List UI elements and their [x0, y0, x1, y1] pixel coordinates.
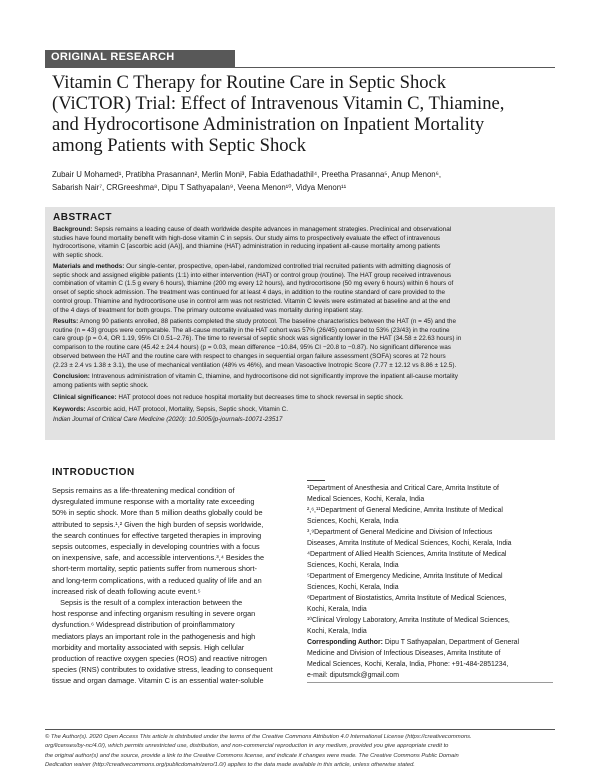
affiliation-line: ¹⁰Clinical Virology Laboratory, Amrita Institute of Medical Sciences, — [307, 617, 510, 624]
intro-line: morbidity and mortality associated with sepsis. High cellular — [52, 642, 245, 652]
intro-line: Sepsis remains as a life-threatening medical condition of — [52, 486, 235, 495]
affiliation-line: Medical Sciences, Kochi, Kerala, India — [307, 496, 425, 503]
affiliation-line: Diseases, Amrita Institute of Medical Sciences, Kochi, Kerala, India — [307, 540, 512, 547]
license-line: org/licenses/by-nc/4.0/), which permits unrestricted use, distribution, and non-commercial reproduction in any medium, provided you give appropriate credit to — [45, 743, 449, 750]
abstract-line: with septic shock. — [53, 252, 104, 260]
license-line: © The Author(s). 2020 Open Access This article is distributed under the terms of the Creative Commons Attribution 4.0 International License (https://creativecommons. — [45, 734, 472, 740]
section-label-band — [45, 50, 235, 67]
affiliation-line: Sciences, Kochi, Kerala, India — [307, 584, 399, 591]
license-line: the original author(s) and the source, provide a link to the Creative Commons license, and indicate if changes were made. The Creative Commons Public Domain — [45, 752, 459, 759]
corresponding-line: Medical Sciences, Kochi, Kerala, India, Phone: +91-484-2851234, — [307, 661, 509, 668]
abstract-text: Our single-center, prospective, open-label, randomized controlled trial recruited patients with admitting diagnosis of — [124, 263, 451, 270]
author-line: Sabarish Nair⁷, CRGreeshma⁸, Dipu T Sathyapalan⁹, Veena Menon¹⁰, Vidya Menon¹¹ — [52, 182, 347, 192]
abstract-conclusion — [53, 373, 553, 390]
citation-line: Indian Journal of Critical Care Medicine (2020): 10.5005/jp-journals-10071-23517 — [53, 416, 283, 423]
abstract-label: Clinical significance: — [53, 394, 117, 401]
license-footer — [45, 733, 557, 771]
abstract-line: routine (n = 43) groups were comparable. The all-cause mortality in the HAT cohort was 57% (26/45) compared to 53% (23/43) in the routine — [53, 326, 450, 334]
intro-line: sepsis outcomes, especially in developing countries with a focus — [52, 542, 260, 552]
corresponding-line — [307, 637, 553, 648]
affiliations-rule — [307, 480, 325, 481]
abstract-clinical-significance — [53, 394, 553, 403]
intro-line: increased risk of death following acute event.⁵ — [52, 586, 201, 596]
author-line: Zubair U Mohamed¹, Pratibha Prasannan², Merlin Moni³, Fabia Edathadathil⁴, Preetha Prasanna⁵, Anup Menon⁶, — [52, 170, 442, 179]
intro-line: the search continues for effective targeted therapies in improving — [52, 530, 262, 540]
abstract-line — [53, 406, 553, 415]
affiliation-line: ⁸Department of Biostatistics, Amrita Institute of Medical Sciences, — [307, 595, 507, 602]
affiliation-line: ⁴Department of Allied Health Sciences, Amrita Institute of Medical — [307, 551, 507, 558]
introduction-body — [52, 485, 292, 687]
intro-line: 50% in septic shock. More than 5 million deaths globally could be — [52, 508, 263, 518]
intro-line: tissue and organ damage. Vitamin C is an essential water-soluble — [52, 676, 264, 686]
abstract-line: combination of vitamin C (1.5 g every 6 hours), thiamine (200 mg every 12 hours), and hydrocortisone (50 mg every 6 hours) within 6 hours of — [53, 280, 454, 288]
abstract-line: comparison to the routine care (45.42 ± 24.4 hours) (p = 0.03, mean difference −10.84, 95% CI −20.8 to −0.87). No significant difference was — [53, 344, 451, 352]
intro-line: production of reactive oxygen species (ROS) and reactive nitrogen — [52, 654, 267, 664]
abstract-label: Materials and methods: — [53, 263, 125, 270]
affiliation-line: ³,⁹Department of General Medicine and Division of Infectious — [307, 529, 493, 536]
intro-line: dysfunction.⁶ Widespread distribution of proinflammatory — [52, 620, 235, 630]
affiliation-line: ¹Department of Anesthesia and Critical Care, Amrita Institute of — [307, 485, 499, 492]
abstract-results — [53, 318, 553, 370]
abstract-methods — [53, 263, 553, 315]
abstract-label: Results: — [53, 318, 79, 325]
abstract-line: onset of septic shock admission. The treatment was continued for at least 4 days, in addition to the routine standard of care provided to the — [53, 289, 446, 297]
affiliation-line: Sciences, Kochi, Kerala, India — [307, 518, 399, 525]
header-rule — [45, 67, 555, 68]
affiliation-line: Kochi, Kerala, India — [307, 628, 367, 635]
abstract-text: Among 90 patients enrolled, 88 patients completed the study protocol. The baseline characteristics between the HAT (n = 45) and the — [78, 318, 457, 325]
affiliation-line: Sciences, Kochi, Kerala, India — [307, 562, 399, 569]
author-list — [52, 169, 558, 194]
title-line: among Patients with Septic Shock — [52, 135, 307, 156]
abstract-label: Background: — [53, 226, 93, 233]
title-line: and Hydrocortisone Administration on Inpatient Mortality — [52, 114, 485, 135]
affiliation-line: Kochi, Kerala, India — [307, 606, 367, 613]
abstract-text: Sepsis remains a leading cause of death worldwide despite advances in management strategies. Preclinical and observational — [92, 226, 452, 233]
abstract-label: Keywords: — [53, 406, 86, 413]
title-line: (ViCTOR) Trial: Effect of Intravenous Vitamin C, Thiamine, — [52, 93, 505, 114]
corresponding-line: e-mail: diputsmck@gmail.com — [307, 672, 400, 679]
affiliation-line: ⁵Department of Emergency Medicine, Amrita Institute of Medical — [307, 573, 503, 580]
journal-citation — [53, 416, 553, 425]
abstract-text: HAT protocol does not reduce hospital mortality but decreases time to shock reversal in septic shock. — [116, 394, 404, 401]
intro-line: and long-term complications, with a reduced quality of life and an — [52, 575, 262, 585]
affiliations-bottom-rule — [307, 682, 553, 683]
corresponding-text: Dipu T Sathyapalan, Department of General — [382, 639, 520, 646]
abstract-line — [53, 318, 553, 327]
title-line: Vitamin C Therapy for Routine Care in Septic Shock — [52, 72, 447, 93]
footer-rule — [45, 729, 555, 730]
intro-line: dysregulated immune response with a mortality rate exceeding — [52, 497, 255, 507]
intro-line: attributed to sepsis.¹,² Given the high burden of sepsis worldwide, — [52, 519, 264, 529]
intro-line: Sepsis is the result of a complex interaction between the — [52, 598, 243, 608]
abstract-keywords — [53, 406, 553, 415]
abstract-text: Intravenous administration of vitamin C, thiamine, and hydrocortisone did not significantly improve the inpatient all-cause mortality — [89, 373, 458, 380]
abstract-line — [53, 263, 553, 272]
abstract-heading: ABSTRACT — [53, 212, 112, 223]
abstract-line: septic shock and assigned eligible patients (1:1) into either intervention (HAT) or control group (routine). The HAT group received intravenous — [53, 271, 452, 279]
abstract-line: care group (p = 0.4, OR 1.19, 95% CI 0.51–2.76). The time to reversal of septic shock was significantly lower in the HAT (34.58 ± 22.63 hours) in — [53, 335, 462, 343]
abstract-box — [45, 207, 555, 440]
abstract-label: Conclusion: — [53, 373, 90, 380]
affiliation-line: ²,⁶,¹¹Department of General Medicine, Amrita Institute of Medical — [307, 507, 503, 514]
abstract-line: (2.23 ± 2.4 vs 1.38 ± 3.1), the use of mechanical ventilation (48% vs 46%), and mean Vasoactive Inotropic Score (7.77 ± 12.12 vs 8.86 ± 12.5). — [53, 361, 457, 369]
section-label: ORIGINAL RESEARCH — [51, 51, 175, 63]
affiliations — [307, 483, 553, 681]
abstract-line — [53, 226, 553, 235]
intro-line: short-term mortality, septic patients suffer from numerous short- — [52, 564, 257, 574]
corresponding-label: Corresponding Author: — [307, 639, 383, 646]
abstract-line: control group. Thiamine and hydrocortisone use in control arm was not restricted. Vitamin C levels were estimated at baseline and at the end — [53, 297, 451, 305]
intro-line: species (RNS) contributes to oxidative stress, leading to consequent — [52, 665, 273, 675]
abstract-line: of the 4 days of treatment for both groups. The primary outcome evaluated was mortality during inpatient stay. — [53, 306, 363, 314]
abstract-line: studies have found mortality benefit with high-dose vitamin C in sepsis. Our study aims to prospectively evaluate the effect of intravenous — [53, 234, 441, 242]
intro-line: host response and infecting organism resulting in severe organ — [52, 609, 256, 619]
corresponding-line: Medicine and Division of Infectious Diseases, Amrita Institute of — [307, 650, 501, 657]
abstract-line — [53, 394, 553, 403]
license-line: Dedication waiver (http://creativecommons.org/publicdomain/zero/1.0/) applies to the data made available in this article, unless otherwise stated. — [45, 762, 415, 769]
abstract-background — [53, 226, 553, 261]
abstract-line: hydrocortisone, vitamin C [ascorbic acid (AA)], and thiamine (HAT) administration in reducing inpatient all-cause mortality among patients — [53, 243, 441, 251]
intro-line: mediators plays an important role in the pathogenesis and high — [52, 631, 256, 641]
abstract-line — [53, 373, 553, 382]
abstract-text: Ascorbic acid, HAT protocol, Mortality, Sepsis, Septic shock, Vitamin C. — [85, 406, 288, 413]
abstract-line: observed between the HAT and the routine care with respect to changes in sequential organ failure assessment (SOFA) scores at 72 hours — [53, 352, 446, 360]
intro-line: on inexpensive, safe, and accessible interventions.³,⁴ Besides the — [52, 553, 265, 563]
introduction-heading: INTRODUCTION — [52, 467, 135, 478]
abstract-line: among patients with septic shock. — [53, 381, 149, 389]
article-title — [52, 72, 558, 156]
